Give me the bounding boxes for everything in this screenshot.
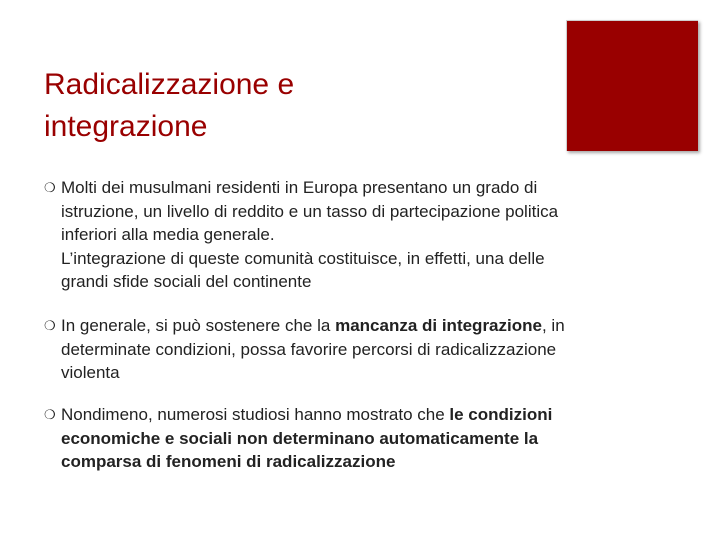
bullet-1-line-5: grandi sfide sociali del continente bbox=[61, 272, 312, 291]
accent-square bbox=[566, 20, 698, 151]
bullet-3-emphasis-2: economiche e sociali non determinano automaticamente la bbox=[61, 428, 539, 448]
slide-title-line-2: integrazione bbox=[44, 110, 208, 143]
bullet-1-line-3: inferiori alla media generale. bbox=[61, 225, 275, 244]
bullet-2-emphasis: mancanza di integrazione bbox=[335, 316, 542, 335]
bullet-2-line-1 bbox=[44, 314, 664, 338]
bullet-3-emphasis: le condizioni bbox=[449, 405, 553, 424]
bullet-item-3 bbox=[44, 403, 664, 474]
bullet-3-emphasis-3: comparsa di fenomeni di radicalizzazione bbox=[61, 452, 396, 471]
bullet-2-text: In generale, si può sostenere che la bbox=[61, 316, 336, 335]
bullet-item-2 bbox=[44, 314, 664, 385]
slide-title-line-1: Radicalizzazione e bbox=[44, 68, 295, 101]
bullet-1-line-2: istruzione, un livello di reddito e un tasso di partecipazione politica bbox=[61, 201, 559, 221]
bullet-ring-icon: ❍ bbox=[44, 180, 56, 195]
bullet-ring-icon: ❍ bbox=[44, 407, 56, 422]
bullet-2-text-tail: , in bbox=[541, 316, 565, 335]
bullet-3-line-3 bbox=[44, 450, 664, 474]
bullet-1-line-1: Molti dei musulmani residenti in Europa presentano un grado di bbox=[61, 178, 538, 197]
bullet-ring-icon: ❍ bbox=[44, 318, 56, 333]
bullet-3-line-1 bbox=[44, 403, 664, 427]
bullet-3-line-2 bbox=[44, 427, 664, 451]
bullet-item-1 bbox=[44, 176, 664, 294]
slide-title bbox=[44, 64, 544, 148]
bullet-2-line-3: violenta bbox=[61, 363, 120, 382]
bullet-3-text: Nondimeno, numerosi studiosi hanno mostrato che bbox=[61, 405, 450, 424]
bullet-1-line-4: L’integrazione di queste comunità costituisce, in effetti, una delle bbox=[61, 248, 545, 268]
bullet-2-line-2: determinate condizioni, possa favorire percorsi di radicalizzazione bbox=[61, 339, 557, 359]
